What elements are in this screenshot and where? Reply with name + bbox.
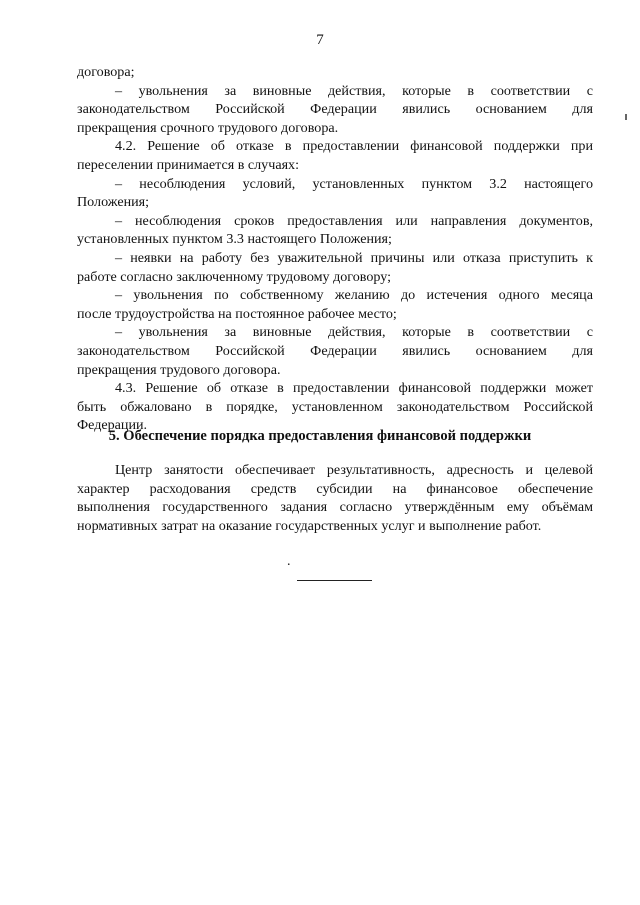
text-line: прекращения трудового договора. [77, 361, 281, 378]
text-line: Федерации. [77, 417, 148, 434]
page-number: 7 [316, 32, 324, 48]
paragraph-4-3-line: 4.3. Решение об отказе в предоставлении финансовой поддержки может [115, 380, 593, 397]
text-line: быть обжаловано в порядке, установленном законодательством Российской [77, 398, 593, 415]
section-heading: 5. Обеспечение порядка предоставления финансовой поддержки [108, 428, 532, 444]
document-body [77, 63, 593, 435]
stray-dot: . [287, 554, 291, 569]
list-item-line: – неявки на работу без уважительной причины или отказа приступить к [115, 249, 593, 266]
section-5-body [77, 461, 593, 535]
text-line: характер расходования средств субсидии на финансовое обеспечение [77, 480, 593, 497]
list-item-line: – увольнения по собственному желанию до истечения одного месяца [115, 287, 593, 304]
text-line: выполнения государственного задания согласно утверждённым ему объёмам [77, 499, 593, 516]
text-line: Положения; [77, 194, 150, 211]
list-item-line: – несоблюдения сроков предоставления или направления документов, [115, 212, 593, 229]
text-line: законодательством Российской Федерации явились основанием для [77, 101, 593, 118]
text-line: прекращения срочного трудового договора. [77, 119, 339, 136]
text-line: Центр занятости обеспечивает результативность, адресность и целевой [115, 462, 593, 478]
list-item-line: – увольнения за виновные действия, которые в соответствии с [115, 324, 593, 341]
end-rule [297, 580, 372, 581]
text-line: переселении принимается в случаях: [77, 156, 300, 173]
paragraph-4-2-line: 4.2. Решение об отказе в предоставлении финансовой поддержки при [115, 138, 593, 155]
text-line: после трудоустройства на постоянное рабочее место; [77, 305, 397, 322]
text-line: установленных пунктом 3.3 настоящего Положения; [77, 231, 392, 248]
text-line: работе согласно заключенному трудовому договору; [77, 268, 392, 285]
text-line: договора; [77, 64, 135, 80]
scan-edge-mark [625, 114, 627, 120]
text-line: законодательством Российской Федерации явились основанием для [77, 342, 593, 359]
list-item-line: – увольнения за виновные действия, которые в соответствии с [115, 82, 593, 99]
list-item-line: – несоблюдения условий, установленных пунктом 3.2 настоящего [115, 175, 593, 192]
text-line: нормативных затрат на оказание государственных услуг и выполнение работ. [77, 517, 542, 534]
